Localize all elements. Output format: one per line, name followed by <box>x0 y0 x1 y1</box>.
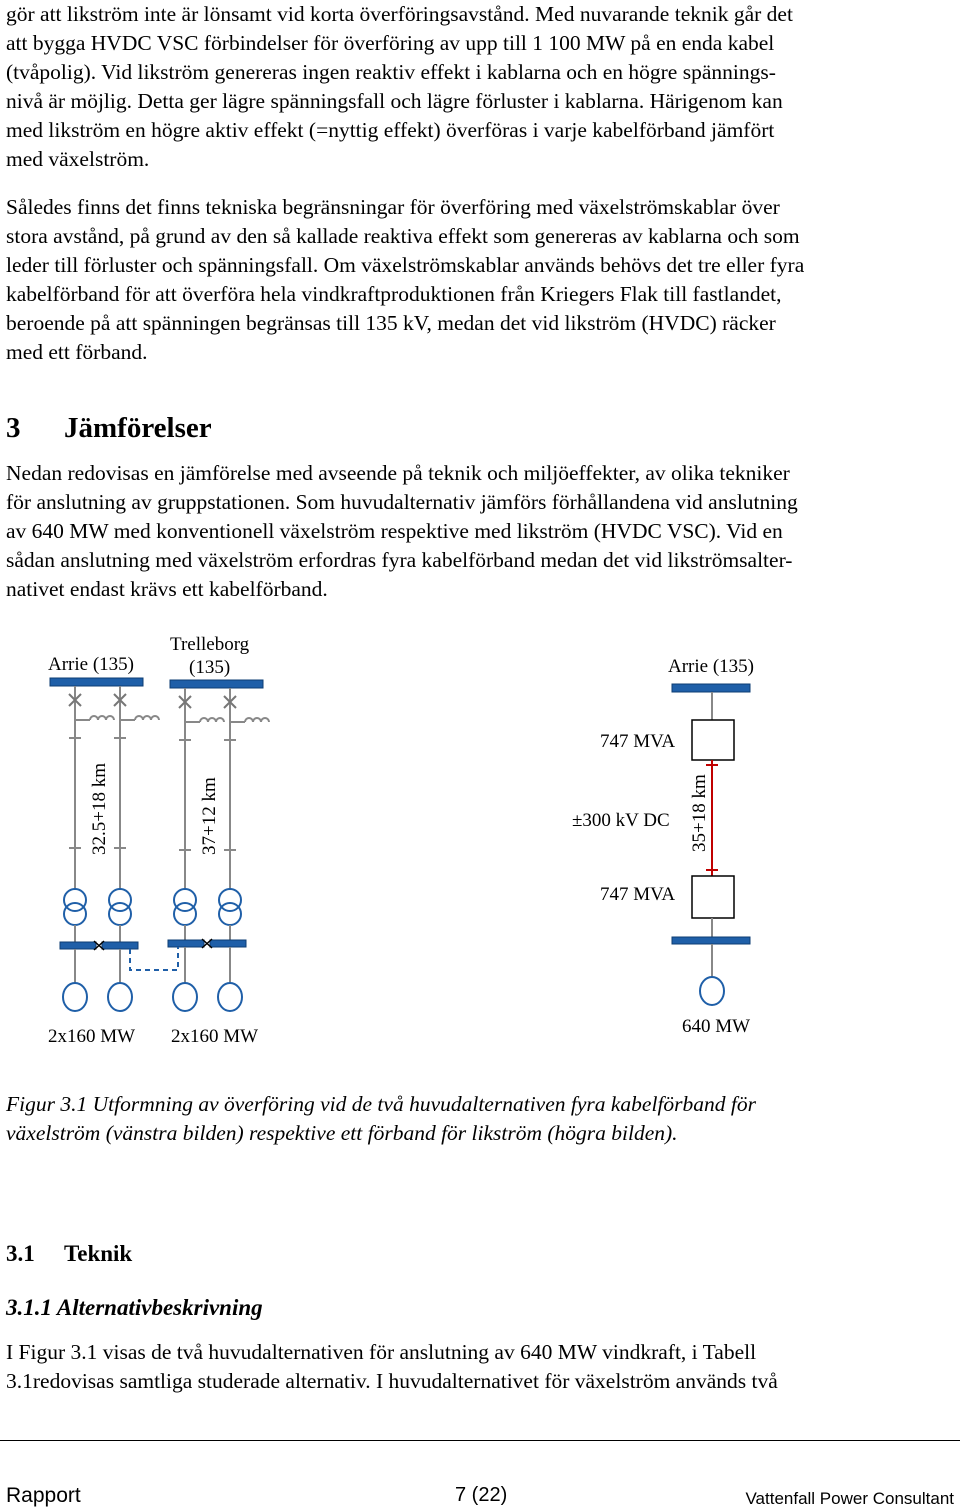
section-title: Jämförelser <box>64 412 212 444</box>
text-line: av 640 MW med konventionell växelström respektive med likström (HVDC VSC). Vid en <box>6 519 783 543</box>
reactor-icons <box>75 716 269 722</box>
text-line: leder till förluster och spänningsfall. Om växelströmskablar används behövs det tre eller fyra <box>6 253 805 277</box>
caption-line: växelström (vänstra bilden) respektive ett förband för likström (högra bilden). <box>6 1121 678 1145</box>
caption-line: Figur 3.1 Utformning av överföring vid de två huvudalternativen fyra kabelförband för <box>6 1092 757 1116</box>
subsection-title: Teknik <box>64 1241 133 1266</box>
converter-station-bottom <box>692 876 734 918</box>
figure-diagram <box>0 620 960 1060</box>
bus-label-trelleborg: Trelleborg <box>170 634 250 655</box>
text-line: gör att likström inte är lönsamt vid korta överföringsavstånd. Med nuvarande teknik går det <box>6 2 793 26</box>
transformer-leads <box>75 925 230 942</box>
text-line: att bygga HVDC VSC förbindelser för överföring av upp till 1 100 MW på en enda kabel <box>6 31 775 55</box>
text-line: Nedan redovisas en jämförelse med avseende på teknik och miljöeffekter, av olika tekniker <box>6 461 790 485</box>
subsubsection-heading: 3.1.1 Alternativbeskrivning <box>6 1295 263 1320</box>
text-line: Således finns det finns tekniska begränsningar för överföring med växelströmskablar över <box>6 195 780 219</box>
converter-label-bottom: 747 MVA <box>600 884 676 905</box>
subsection-number: 3.1 <box>6 1241 35 1266</box>
busbar-arrie <box>50 678 143 686</box>
text-line: 3.1redovisas samtliga studerade alternativ. I huvudalternativet för växelström används två <box>6 1369 778 1393</box>
cable-label-left-1: 32.5+18 km <box>89 763 110 855</box>
footer-report-label: Rapport <box>6 1484 81 1507</box>
text-line: (tvåpolig). Vid likström genereras ingen reaktiv effekt i kablarna och en högre spännings- <box>6 60 776 84</box>
subsection-heading <box>6 1238 132 1270</box>
generator-label-left-2: 2x160 MW <box>171 1026 259 1047</box>
generator-leads <box>75 947 230 984</box>
footer-company: Vattenfall Power Consultant <box>745 1489 954 1508</box>
generator-label-left-1: 2x160 MW <box>48 1026 136 1047</box>
dc-voltage-label: ±300 kV DC <box>572 810 670 831</box>
generator-icons <box>63 983 242 1011</box>
collector-bus <box>102 942 138 949</box>
section-heading <box>6 410 212 446</box>
collector-bus <box>60 942 96 949</box>
busbar-trelleborg <box>170 680 263 688</box>
text-line: nivå är möjlig. Detta ger lägre spänningsfall och lägre förluster i kablarna. Härigenom kan <box>6 89 783 113</box>
transformer-icons <box>64 889 241 925</box>
text-line: beroende på att spänningen begränsas till 135 kV, medan det vid likström (HVDC) räcker <box>6 311 776 335</box>
bus-label-trelleborg-kv: (135) <box>189 657 231 678</box>
cable-label-right: 35+18 km <box>689 774 710 852</box>
converter-station-top <box>692 720 734 760</box>
text-line: sådan anslutning med växelström erfordras fyra kabelförband medan det vid likströmsalter- <box>6 548 793 572</box>
generator-icon <box>700 977 724 1005</box>
cable-label-left-2: 37+12 km <box>199 777 220 855</box>
dashed-interconnection <box>130 947 178 970</box>
text-line: för anslutning av gruppstationen. Som huvudalternativ jämförs förhållandena vid anslutning <box>6 490 798 514</box>
footer-page-number: 7 (22) <box>455 1484 508 1506</box>
collector-bus-right <box>672 937 750 944</box>
collector-bus <box>210 940 246 947</box>
collector-bus <box>168 940 204 947</box>
text-line: med ett förband. <box>6 340 148 364</box>
generator-label-right: 640 MW <box>682 1016 751 1037</box>
section-number: 3 <box>6 412 21 444</box>
converter-label-top: 747 MVA <box>600 731 676 752</box>
bus-label-arrie-left: Arrie (135) <box>48 654 134 675</box>
busbar-arrie-right <box>672 684 750 692</box>
text-line: stora avstånd, på grund av den så kallade reaktiva effekt som genereras av kablarna och som <box>6 224 800 248</box>
text-line: med växelström. <box>6 147 150 171</box>
text-line: I Figur 3.1 visas de två huvudalternativen för anslutning av 640 MW vindkraft, i Tabell <box>6 1340 757 1364</box>
text-line: kabelförband för att överföra hela vindkraftproduktionen från Kriegers Flak till fastlandet, <box>6 282 782 306</box>
breaker-icons <box>69 694 236 708</box>
text-line: nativet endast krävs ett kabelförband. <box>6 577 328 601</box>
text-line: med likström en högre aktiv effekt (=nyttig effekt) överföras i varje kabelförband jämfört <box>6 118 775 142</box>
bus-label-arrie-right: Arrie (135) <box>668 656 754 677</box>
footer-rule <box>0 1440 960 1441</box>
